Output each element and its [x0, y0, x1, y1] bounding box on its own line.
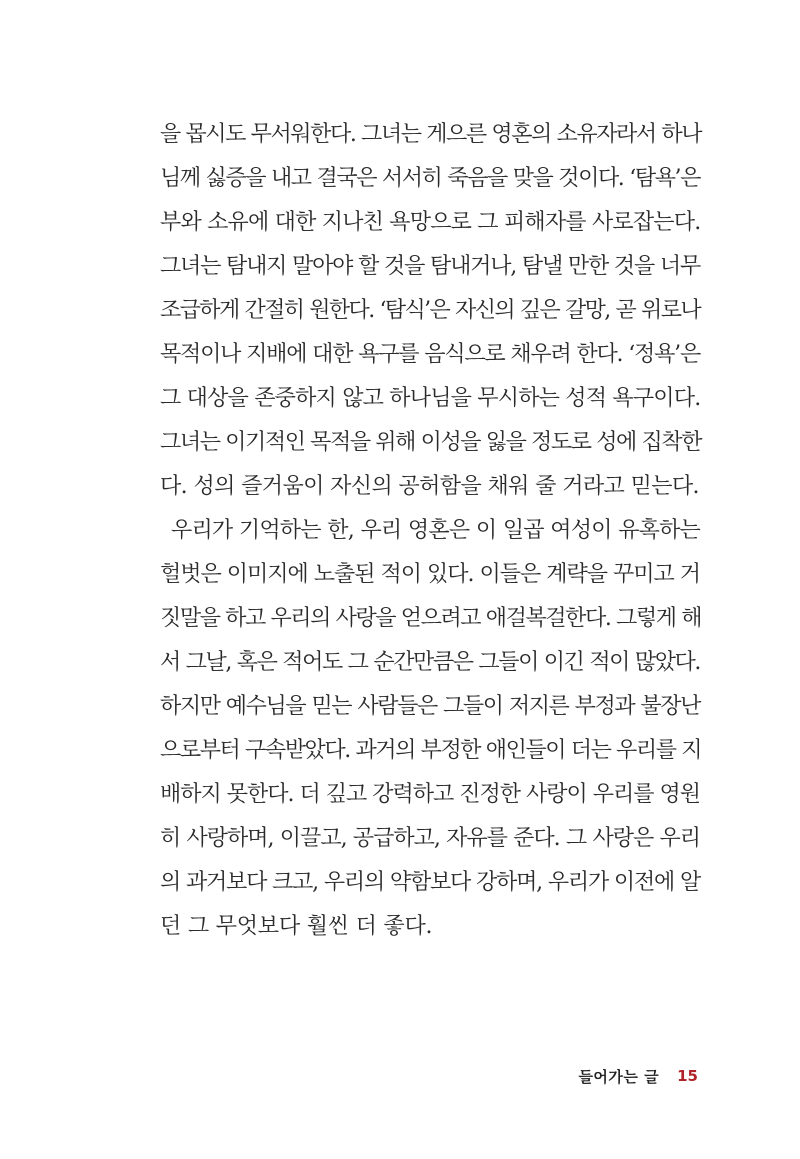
- text-line: 던 그 무엇보다 훨씬 더 좋다.: [160, 914, 433, 939]
- page-number: 15: [677, 1067, 698, 1085]
- text-line: 배하지 못한다. 더 깊고 강력하고 진정한 사랑이 우리를 영원: [160, 782, 700, 807]
- text-line: 그 대상을 존중하지 않고 하나님을 무시하는 성적 욕구이다.: [160, 386, 701, 411]
- text-line: 님께 싫증을 내고 결국은 서서히 죽음을 맞을 것이다. ‘탐욕’은: [160, 166, 700, 191]
- text-line: 다. 성의 즐거움이 자신의 공허함을 채워 줄 거라고 믿는다.: [160, 474, 699, 499]
- text-line: 서 그날, 혹은 적어도 그 순간만큼은 그들이 이긴 적이 많았다.: [160, 650, 700, 675]
- running-head: 들어가는 글: [578, 1067, 660, 1086]
- text-line: 의 과거보다 크고, 우리의 약함보다 강하며, 우리가 이전에 알: [160, 870, 700, 895]
- text-line: 목적이나 지배에 대한 욕구를 음식으로 채우려 한다. ‘정욕’은: [160, 342, 700, 367]
- text-line: 으로부터 구속받았다. 과거의 부정한 애인들이 더는 우리를 지: [160, 738, 702, 763]
- page-footer: [578, 1064, 698, 1088]
- text-line: 하지만 예수님을 믿는 사람들은 그들이 저지른 부정과 불장난: [160, 694, 700, 719]
- text-line: 히 사랑하며, 이끌고, 공급하고, 자유를 준다. 그 사랑은 우리: [160, 826, 700, 851]
- text-line: 조급하게 간절히 원한다. ‘탐식’은 자신의 깊은 갈망, 곧 위로나: [160, 298, 700, 323]
- text-line: 을 몹시도 무서워한다. 그녀는 게으른 영혼의 소유자라서 하나: [160, 122, 702, 147]
- body-text: [160, 113, 700, 949]
- text-line: 부와 소유에 대한 지나친 욕망으로 그 피해자를 사로잡는다.: [160, 210, 701, 235]
- text-line: 짓말을 하고 우리의 사랑을 얻으려고 애걸복걸한다. 그렇게 해: [160, 606, 702, 631]
- text-line: 헐벗은 이미지에 노출된 적이 있다. 이들은 계략을 꾸미고 거: [160, 562, 700, 587]
- text-line: 우리가 기억하는 한, 우리 영혼은 이 일곱 여성이 유혹하는: [171, 518, 700, 543]
- text-line: 그녀는 이기적인 목적을 위해 이성을 잃을 정도로 성에 집착한: [160, 430, 702, 455]
- text-line: 그녀는 탐내지 말아야 할 것을 탐내거나, 탐낼 만한 것을 너무: [160, 254, 700, 279]
